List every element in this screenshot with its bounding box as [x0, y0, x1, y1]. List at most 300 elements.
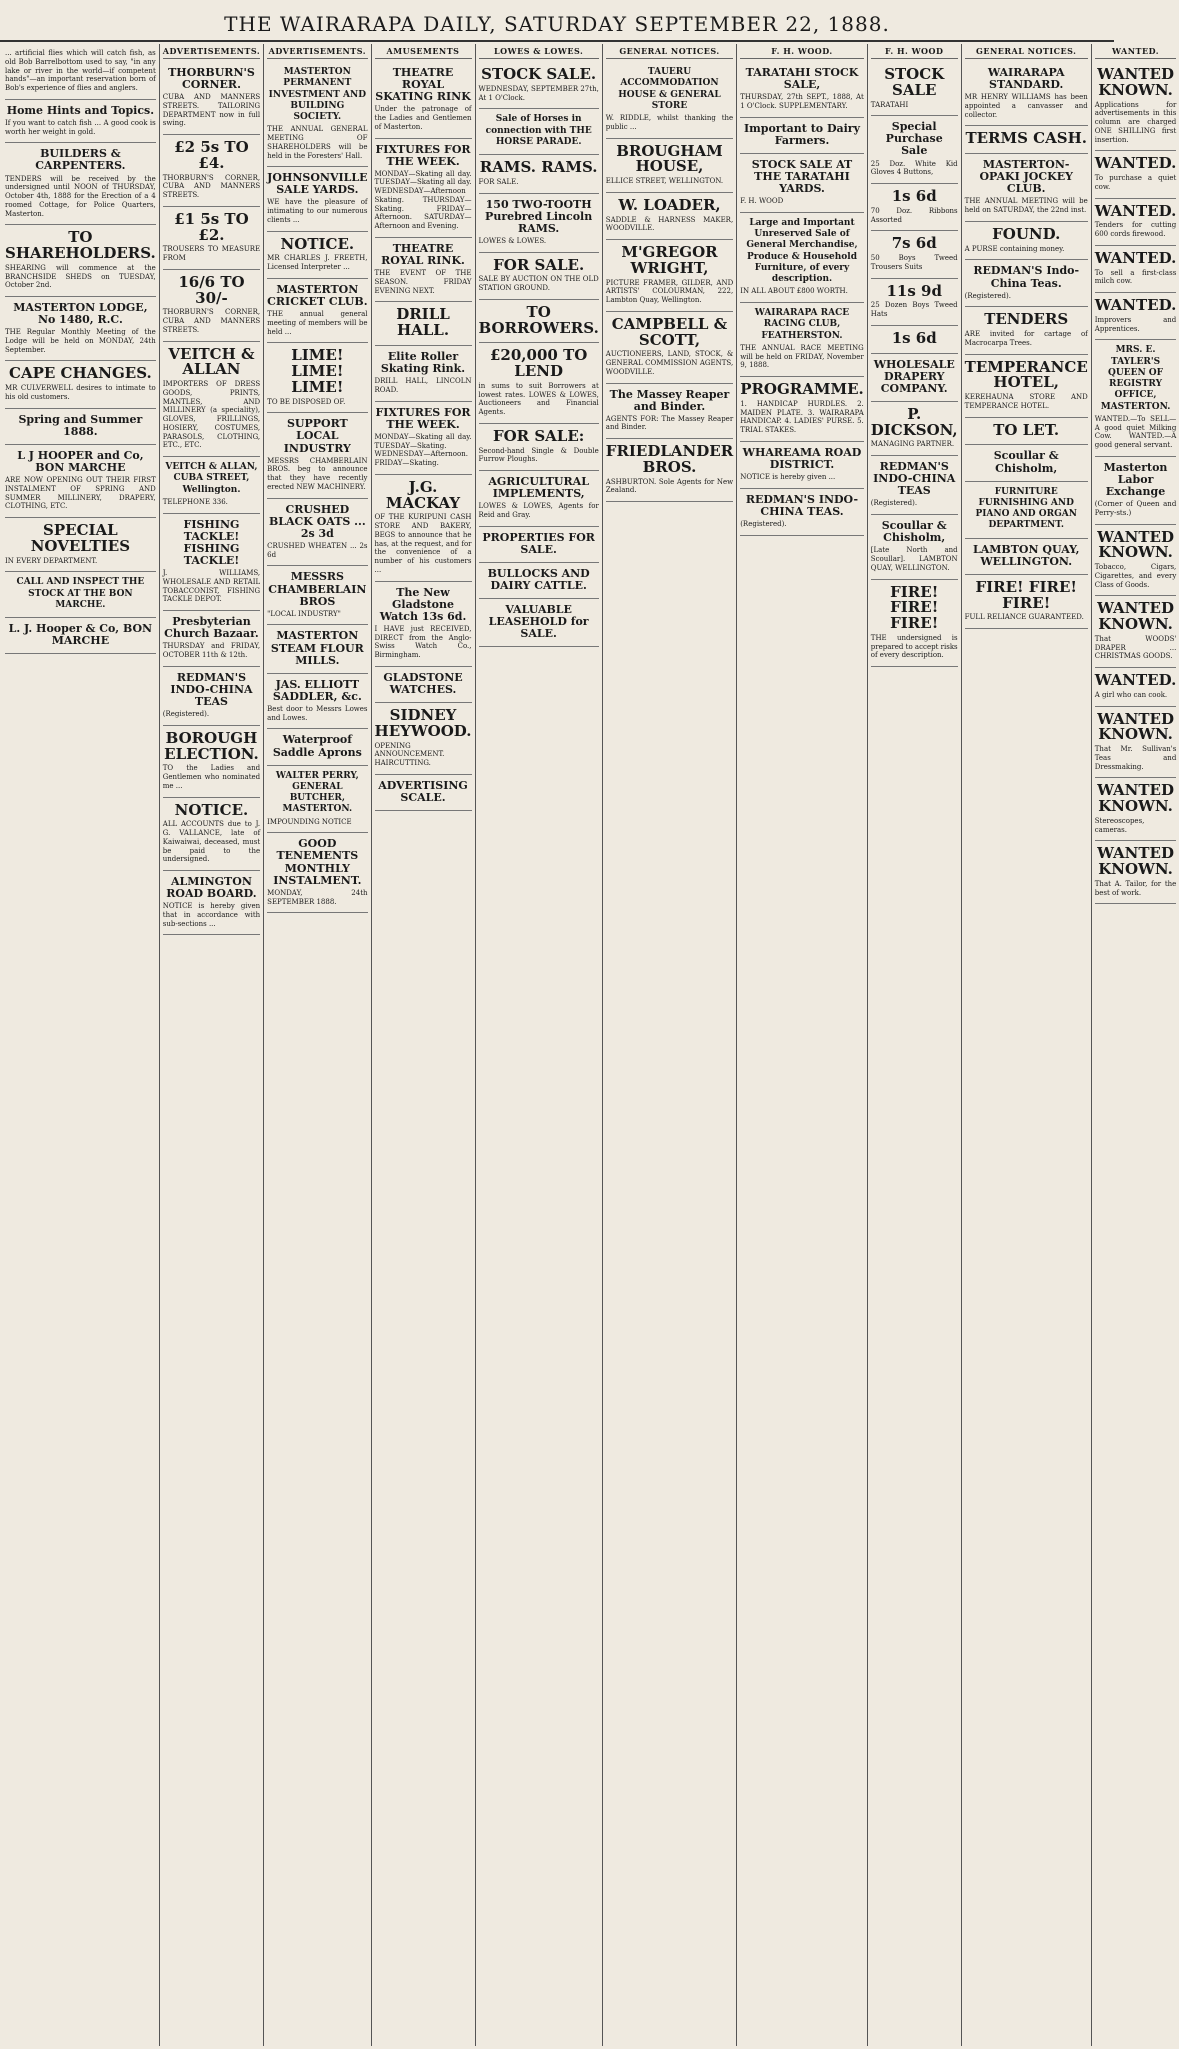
- ad-title: NOTICE.: [280, 234, 355, 253]
- advertisement: [965, 154, 1088, 222]
- ad-title: CRUSHED BLACK OATS ... 2s 3d: [268, 502, 366, 540]
- ad-body: FOR SALE.: [478, 177, 519, 186]
- ad-title: DRILL HALL.: [396, 305, 450, 340]
- column-5: [476, 44, 603, 2046]
- ad-body: (Registered).: [870, 499, 918, 508]
- ad-title: TO BORROWERS.: [478, 302, 599, 337]
- ad-body: 70 Doz. Ribbons Assorted: [870, 206, 958, 224]
- column-6: [603, 44, 737, 2046]
- ad-title: FIXTURES FOR THE WEEK.: [375, 405, 471, 431]
- advertisement: [5, 518, 156, 572]
- advertisement: [267, 62, 367, 167]
- ad-title: WAIRARAPA RACE RACING CLUB, FEATHERSTON.: [754, 308, 850, 341]
- advertisement: [965, 260, 1088, 307]
- ad-title: PROPERTIES FOR SALE.: [482, 530, 595, 556]
- ad-body: THURSDAY, 27th SEPT., 1888, At 1 O'Clock. SUPPLEMENTARY.: [740, 93, 864, 110]
- advertisement: [965, 307, 1088, 354]
- ad-title: TO SHAREHOLDERS.: [5, 228, 156, 263]
- ad-title: W. LOADER,: [618, 195, 721, 214]
- ad-body: TO the Ladies and Gentlemen who nominated me ...: [162, 764, 261, 790]
- ad-title: THEATRE ROYAL SKATING RINK: [375, 66, 471, 104]
- advertisement: [606, 193, 733, 240]
- ad-body: ASHBURTON. Sole Agents for New Zealand.: [605, 477, 734, 495]
- column-heading: AMUSEMENTS: [375, 44, 472, 59]
- ad-body: CRUSHED WHEATEN ... 2s 6d: [267, 541, 368, 559]
- ad-title: FIXTURES FOR THE WEEK.: [375, 142, 471, 168]
- ad-body: OF THE KURIPUNI CASH STORE AND BAKERY, BEGS to announce that he has, at the request, and for the convenience of a number of his customers ...: [374, 513, 472, 574]
- advertisement: [1095, 841, 1177, 904]
- advertisement: [163, 871, 260, 935]
- ad-body: MR CHARLES J. FREETH, Licensed Interpreter ...: [267, 254, 368, 272]
- advertisement: [871, 515, 958, 579]
- advertisement: [5, 143, 156, 225]
- advertisement: [375, 139, 472, 238]
- advertisement: [606, 62, 733, 139]
- column-1: [2, 44, 160, 2046]
- ad-title: SIDNEY HEYWOOD.: [374, 706, 472, 740]
- ad-body: F. H. WOOD: [740, 197, 784, 206]
- ad-title: WANTED KNOWN.: [1097, 527, 1174, 562]
- ad-body: A PURSE containing money.: [964, 244, 1065, 253]
- advertisement: [375, 775, 472, 811]
- advertisement: [479, 253, 599, 300]
- ad-title: Scoullar & Chisholm,: [881, 519, 947, 545]
- advertisement: [163, 270, 260, 342]
- advertisement: [871, 580, 958, 668]
- advertisement: [5, 100, 156, 144]
- ad-title: MASTERTON CRICKET CLUB.: [267, 282, 368, 309]
- ad-body: ALL ACCOUNTS due to J. G. VALLANCE, late of Kaiwaiwai, deceased, must be paid to the undersigned.: [162, 820, 261, 864]
- advertisement: [1095, 778, 1177, 841]
- ad-title: 1s 6d: [891, 328, 937, 347]
- ad-body: That Mr. Sullivan's Teas and Dressmaking.: [1094, 745, 1177, 771]
- ad-title: WALTER PERRY, GENERAL BUTCHER, MASTERTON.: [275, 770, 359, 815]
- ad-body: Best door to Messrs Lowes and Lowes.: [267, 704, 368, 722]
- ad-title: Scoullar & Chisholm,: [993, 449, 1059, 475]
- advertisement: [1095, 246, 1177, 293]
- advertisement: [740, 377, 864, 442]
- ad-body: MESSRS CHAMBERLAIN BROS. beg to announce that they have recently erected NEW MACHINERY.: [267, 456, 368, 491]
- ad-title: TO LET.: [993, 420, 1060, 439]
- ad-body: 50 Boys Tweed Trousers Suits: [870, 254, 958, 271]
- ad-body: Under the patronage of the Ladies and Gentlemen of Masterton.: [374, 105, 472, 131]
- ad-title: BULLOCKS AND DAIRY CATTLE.: [487, 566, 590, 592]
- advertisement: [740, 154, 864, 213]
- ad-body: ELLICE STREET, WELLINGTON.: [605, 177, 724, 185]
- ad-body: J. WILLIAMS, WHOLESALE AND RETAIL TOBACCONIST, FISHING TACKLE DEPOT.: [162, 569, 261, 604]
- ad-title: REDMAN'S INDO-CHINA TEAS: [170, 670, 253, 708]
- ad-body: WE have the pleasure of intimating to our numerous clients ...: [267, 198, 368, 224]
- ad-body: MONDAY—Skating all day. TUESDAY—Skating. WEDNESDAY—Afternoon. FRIDAY—Skating.: [374, 432, 472, 468]
- ad-body: [Late North and Scoullar]. LAMBTON QUAY, WELLINGTON.: [870, 546, 958, 572]
- ad-title: M'GREGOR WRIGHT,: [621, 243, 718, 277]
- ad-title: £1 5s TO £2.: [174, 209, 249, 244]
- ad-body: FULL RELIANCE GUARANTEED.: [964, 613, 1084, 622]
- ad-body: THORBURN'S CORNER, CUBA AND MANNERS STREETS.: [162, 173, 261, 200]
- advertisement: [5, 44, 156, 100]
- ad-title: ALMINGTON ROAD BOARD.: [166, 875, 257, 901]
- ad-title: TAUERU ACCOMMODATION HOUSE & GENERAL STORE: [618, 67, 721, 111]
- ad-title: JAS. ELLIOTT SADDLER, &c.: [272, 677, 362, 703]
- advertisement: [606, 384, 733, 440]
- ad-title: SUPPORT LOCAL INDUSTRY: [283, 417, 351, 455]
- ad-title: £2 5s TO £4.: [174, 138, 249, 172]
- advertisement: [163, 62, 260, 135]
- advertisement: [163, 611, 260, 667]
- ad-title: LIME! LIME! LIME!: [291, 346, 344, 396]
- ad-title: Special Purchase Sale: [885, 120, 943, 158]
- advertisement: [606, 439, 733, 502]
- advertisement: [5, 445, 156, 518]
- ad-title: FOR SALE:: [492, 426, 585, 445]
- ad-title: £20,000 TO LEND: [490, 346, 588, 381]
- advertisement: [375, 346, 472, 402]
- ad-body: TO BE DISPOSED OF.: [267, 397, 346, 406]
- advertisement: [163, 207, 260, 270]
- ad-title: AGRICULTURAL IMPLEMENTS,: [488, 475, 589, 501]
- ad-body: Tobacco, Cigars, Cigarettes, and every Class of Goods.: [1094, 563, 1177, 589]
- advertisement: [5, 409, 156, 445]
- advertisement: [375, 475, 472, 582]
- advertisement: [267, 167, 367, 231]
- ad-body: Improvers and Apprentices.: [1094, 315, 1177, 333]
- advertisement: [965, 482, 1088, 539]
- advertisement: [267, 232, 367, 279]
- ad-body: SHEARING will commence at the BRANCHSIDE SHEDS on TUESDAY, October 2nd.: [5, 263, 156, 290]
- ad-body: THE annual general meeting of members will be held ...: [267, 310, 368, 336]
- advertisement: [479, 471, 599, 527]
- ad-title: The New Gladstone Watch 13s 6d.: [379, 585, 467, 623]
- ad-body: WEDNESDAY, SEPTEMBER 27th, At 1 O'Clock.: [478, 84, 599, 102]
- ad-title: STOCK SALE AT THE TARATAHI YARDS.: [751, 157, 853, 196]
- ad-title: L. J. Hooper & Co, BON MARCHE: [8, 622, 153, 648]
- ad-title: L J HOOPER and Co, BON MARCHE: [17, 448, 144, 474]
- advertisement: [1095, 596, 1177, 668]
- ad-title: J.G. MACKAY: [385, 477, 461, 512]
- advertisement: [1095, 199, 1177, 246]
- advertisement: [267, 413, 367, 498]
- advertisement: [267, 279, 367, 343]
- ad-title: RAMS. RAMS.: [479, 158, 598, 176]
- advertisement: [740, 303, 864, 377]
- ad-title: REDMAN'S INDO-CHINA TEAS.: [745, 492, 859, 518]
- advertisement: [375, 62, 472, 139]
- ad-title: FOUND.: [992, 224, 1061, 243]
- advertisement: [1095, 457, 1177, 525]
- ad-body: WANTED.—To SELL—A good quiet Milking Cow. WANTED.—A good general servant.: [1094, 414, 1177, 449]
- ad-title: VEITCH & ALLAN: [168, 344, 255, 379]
- advertisement: [5, 618, 156, 654]
- ad-title: PROGRAMME.: [740, 380, 864, 399]
- ad-body: NOTICE is hereby given that in accordance with sub-sections ...: [162, 902, 261, 928]
- ad-body: THE ANNUAL RACE MEETING will be held on FRIDAY, November 9, 1888.: [740, 343, 864, 370]
- ad-body: To purchase a quiet cow.: [1094, 174, 1177, 191]
- ad-body: MONDAY—Skating all day. TUESDAY—Skating all day. WEDNESDAY—Afternoon Skating. THURSDAY—Skating. FRIDAY—Afternoon. SATURDAY—Afternoon and Evening.: [374, 169, 472, 231]
- advertisement: [375, 703, 472, 775]
- advertisement: [375, 582, 472, 667]
- ad-title: WANTED.: [1094, 671, 1177, 690]
- column-2: [160, 44, 264, 2046]
- ad-body: ... artificial flies which will catch fish, as old Bob Barrelbottom used to say, "in any lake or river in the world—if competent hands"—an important reservation born of Bob's experience of flies and anglers.: [5, 49, 156, 92]
- ad-body: MR HENRY WILLIAMS has been appointed a canvasser and collector.: [964, 93, 1088, 119]
- advertisement: [740, 442, 864, 489]
- ad-title: WHOLESALE DRAPERY COMPANY.: [873, 357, 955, 395]
- ad-title: VALUABLE LEASEHOLD for SALE.: [488, 603, 589, 641]
- ad-title: The Massey Reaper and Binder.: [609, 387, 730, 413]
- ad-title: WANTED KNOWN.: [1097, 781, 1174, 816]
- advertisement: [163, 667, 260, 726]
- ad-title: Elite Roller Skating Rink.: [380, 349, 466, 375]
- ad-title: BUILDERS & CARPENTERS.: [35, 147, 126, 173]
- ad-body: That A. Tailor, for the best of work.: [1094, 879, 1177, 897]
- advertisement: [267, 833, 367, 913]
- advertisement: [163, 726, 260, 798]
- advertisement: [740, 489, 864, 536]
- ad-title: VEITCH & ALLAN, CUBA STREET, Wellington.: [165, 462, 258, 495]
- ad-body: MR CULVERWELL desires to intimate to his old customers.: [5, 384, 156, 401]
- ad-title: FIRE! FIRE! FIRE!: [975, 577, 1077, 612]
- advertisement: [163, 798, 260, 872]
- advertisement: [163, 135, 260, 207]
- advertisement: [965, 418, 1088, 446]
- ad-title: CAPE CHANGES.: [9, 364, 152, 383]
- column-10: [1092, 44, 1179, 2046]
- advertisement: [5, 361, 156, 408]
- column-heading: ADVERTISEMENTS.: [163, 44, 260, 59]
- advertisement: [1095, 707, 1177, 779]
- ad-title: TARATAHI STOCK SALE,: [745, 66, 859, 92]
- ad-title: Sale of Horses in connection with THE HORSE PARADE.: [485, 114, 592, 147]
- advertisement: [479, 155, 599, 194]
- advertisement: [1095, 293, 1177, 340]
- advertisement: [871, 62, 958, 116]
- advertisement: [606, 312, 733, 384]
- advertisement: [267, 343, 367, 413]
- ad-body: If you want to catch fish ... A good cook is worth her weight in gold.: [5, 118, 156, 136]
- ad-title: LAMBTON QUAY, WELLINGTON.: [972, 542, 1080, 568]
- advertisement: [871, 456, 958, 515]
- ad-title: STOCK SALE.: [481, 65, 597, 83]
- ad-body: THE undersigned is prepared to accept risks of every description.: [870, 633, 958, 660]
- ad-body: Stereoscopes, cameras.: [1094, 816, 1145, 834]
- advertisement: [1095, 151, 1177, 198]
- ad-body: OPENING ANNOUNCEMENT. HAIRCUTTING.: [374, 741, 445, 767]
- ad-title: CALL AND INSPECT THE STOCK AT THE BON MARCHE.: [16, 577, 145, 610]
- ad-title: TEMPERANCE HOTEL,: [964, 357, 1088, 392]
- ad-body: TROUSERS TO MEASURE FROM: [162, 245, 261, 263]
- ad-title: FURNITURE FURNISHING AND PIANO AND ORGAN DEPARTMENT.: [975, 486, 1077, 531]
- ad-title: 1s 6d: [891, 187, 937, 206]
- ad-title: MASTERTON LODGE, No 1480, R.C.: [13, 301, 148, 327]
- ad-title: GLADSTONE WATCHES.: [383, 670, 463, 696]
- ad-title: WANTED.: [1094, 296, 1177, 314]
- ad-body: (Registered).: [964, 291, 1011, 300]
- ad-title: MASTERTON STEAM FLOUR MILLS.: [270, 629, 364, 667]
- ad-title: Spring and Summer 1888.: [18, 412, 143, 438]
- column-3: [264, 44, 371, 2046]
- ad-body: 1. HANDICAP HURDLES. 2. MAIDEN PLATE. 3. WAIRARAPA HANDICAP. 4. LADIES' PURSE. 5. TRIAL STAKES.: [740, 399, 864, 435]
- ad-body: NOTICE is hereby given ...: [740, 473, 836, 482]
- ad-body: THE Regular Monthly Meeting of the Lodge will be held on MONDAY, 24th September.: [5, 328, 156, 354]
- ad-body: (Corner of Queen and Perry-sts.): [1094, 500, 1177, 517]
- ad-title: JOHNSONVILLE SALE YARDS.: [267, 171, 368, 197]
- ad-body: LOWES & LOWES, Agents for Reid and Gray.: [478, 502, 599, 519]
- ad-body: MANAGING PARTNER.: [870, 440, 955, 449]
- ad-body: THE EVENT OF THE SEASON. FRIDAY EVENING NEXT.: [374, 269, 472, 295]
- ad-title: THEATRE ROYAL RINK.: [381, 241, 465, 268]
- ad-body: I HAVE just RECEIVED, DIRECT from the Anglo-Swiss Watch Co., Birmingham.: [374, 624, 472, 660]
- ad-body: TELEPHONE 336.: [162, 497, 228, 506]
- advertisement: [267, 566, 367, 625]
- column-8: [868, 44, 962, 2046]
- ad-body: THURSDAY and FRIDAY, OCTOBER 11th & 12th.: [162, 642, 261, 659]
- ad-title: 16/6 TO 30/-: [178, 272, 245, 307]
- ad-title: WANTED.: [1094, 248, 1177, 267]
- ad-title: STOCK SALE: [884, 65, 945, 99]
- ad-body: IN EVERY DEPARTMENT.: [5, 556, 98, 565]
- ad-body: 25 Doz. White Kid Gloves 4 Buttons,: [870, 159, 958, 177]
- advertisement: [965, 222, 1088, 261]
- ad-body: THE ANNUAL MEETING will be held on SATURDAY, the 22nd inst.: [964, 197, 1088, 215]
- advertisement: [1095, 525, 1177, 597]
- ad-body: 25 Dozen Boys Tweed Hats: [870, 301, 958, 319]
- advertisement: [5, 572, 156, 618]
- advertisement: [871, 184, 958, 231]
- ad-body: SALE BY AUCTION ON THE OLD STATION GROUND.: [478, 275, 599, 293]
- advertisement: [163, 457, 260, 514]
- advertisement: [5, 297, 156, 361]
- column-heading: F. H. WOOD: [871, 44, 958, 59]
- ad-title: REDMAN'S INDO-CHINA TEAS: [873, 460, 956, 498]
- ad-body: To sell a first-class milch cow.: [1094, 268, 1177, 286]
- ad-title: Waterproof Saddle Aprons: [272, 733, 362, 759]
- ad-body: That WOODS' DRAPER ... CHRISTMAS GOODS.: [1094, 634, 1177, 661]
- ad-title: Important to Dairy Farmers.: [743, 121, 860, 147]
- ad-body: TENDERS will be received by the undersigned until NOON of THURSDAY, October 4th, 1888 for the Erection of a 4 roomed Cottage, for Police Quarters, Masterton.: [5, 174, 156, 218]
- advertisement: [740, 213, 864, 303]
- ad-body: IN ALL ABOUT £800 WORTH.: [740, 287, 848, 296]
- ad-body: PICTURE FRAMER, GILDER, AND ARTISTS' COLOURMAN, 222, Lambton Quay, Wellington.: [605, 278, 734, 304]
- ad-title: ADVERTISING SCALE.: [378, 778, 468, 804]
- ad-body: CUBA AND MANNERS STREETS. TAILORING DEPARTMENT now in full swing.: [162, 93, 261, 128]
- ad-body: Tenders for cutting 600 cords firewood.: [1094, 221, 1177, 238]
- advertisement: [375, 667, 472, 703]
- ad-body: IMPORTERS OF DRESS GOODS, PRINTS, MANTLES, AND MILLINERY (a speciality), GLOVES, FRILLINGS, HOSIERY, COSTUMES, PARASOLS, CLOTHING, ETC., ETC.: [162, 380, 261, 450]
- advertisement: [479, 109, 599, 155]
- ad-body: SADDLE & HARNESS MAKER, WOODVILLE.: [605, 215, 734, 233]
- advertisement: [479, 599, 599, 647]
- advertisement: [1095, 340, 1177, 457]
- ad-body: IMPOUNDING NOTICE: [267, 817, 352, 826]
- ad-body: A girl who can cook.: [1094, 690, 1168, 699]
- advertisement: [871, 116, 958, 184]
- advertisement: [740, 118, 864, 154]
- advertisement: [479, 527, 599, 563]
- ad-title: CAMPBELL & SCOTT,: [611, 314, 728, 349]
- ad-title: WANTED KNOWN.: [1097, 709, 1174, 744]
- ad-title: 11s 9d: [886, 281, 942, 300]
- ad-title: BOROUGH ELECTION.: [164, 728, 259, 763]
- ad-title: TENDERS: [984, 310, 1069, 329]
- advertisement: [479, 62, 599, 109]
- advertisement: [163, 342, 260, 458]
- ad-body: AGENTS FOR: The Massey Reaper and Binder.: [605, 414, 734, 432]
- advertisement: [606, 139, 733, 193]
- advertisement: [375, 402, 472, 475]
- ad-title: P. DICKSON,: [870, 404, 958, 439]
- advertisement: [163, 514, 260, 611]
- ad-title: FIRE! FIRE! FIRE!: [890, 582, 939, 633]
- advertisement: [479, 424, 599, 471]
- ad-title: WANTED.: [1094, 154, 1177, 173]
- advertisement: [606, 240, 733, 312]
- advertisement: [479, 300, 599, 344]
- ad-title: WANTED KNOWN.: [1097, 599, 1174, 634]
- advertisement: [5, 225, 156, 297]
- ad-title: MASTERTON PERMANENT INVESTMENT AND BUILDING SOCIETY.: [268, 67, 367, 122]
- ad-title: FOR SALE.: [493, 255, 585, 274]
- ad-title: WANTED.: [1094, 201, 1177, 220]
- advertisement: [375, 238, 472, 302]
- column-heading: GENERAL NOTICES.: [965, 44, 1088, 59]
- advertisement: [871, 231, 958, 278]
- ad-title: 150 TWO-TOOTH Purebred Lincoln RAMS.: [485, 197, 593, 235]
- column-heading: ADVERTISEMENTS.: [267, 44, 367, 59]
- advertisement: [965, 575, 1088, 629]
- ad-body: AUCTIONEERS, LAND, STOCK, & GENERAL COMMISSION AGENTS, WOODVILLE.: [605, 350, 734, 376]
- columns-grid: [2, 44, 1177, 2046]
- advertisement: [871, 354, 958, 402]
- ad-body: W. RIDDLE, whilst thanking the public ...: [605, 114, 734, 131]
- column-heading: GENERAL NOTICES.: [606, 44, 733, 59]
- ad-title: WHAREAMA ROAD DISTRICT.: [742, 445, 862, 471]
- ad-title: THORBURN'S CORNER.: [168, 66, 255, 92]
- ad-title: FRIEDLANDER BROS.: [605, 442, 734, 476]
- advertisement: [267, 499, 367, 567]
- ad-body: LOWES & LOWES.: [478, 236, 547, 245]
- ad-title: WANTED KNOWN.: [1097, 844, 1174, 879]
- masthead-title: THE WAIRARAPA DAILY, SATURDAY SEPTEMBER 22, 1888.: [224, 12, 890, 36]
- column-heading: F. H. WOOD.: [740, 44, 864, 59]
- ad-title: Large and Important Unreserved Sale of General Merchandise, Produce & Household Furniture, of every description.: [746, 217, 858, 285]
- ad-title: TERMS CASH.: [965, 129, 1087, 148]
- advertisement: [965, 62, 1088, 126]
- ad-body: THE ANNUAL GENERAL MEETING OF SHAREHOLDERS will be held in the Foresters' Hall.: [267, 125, 368, 160]
- ad-title: Home Hints and Topics.: [6, 103, 155, 117]
- advertisement: [267, 729, 367, 765]
- advertisement: [479, 194, 599, 253]
- advertisement: [871, 326, 958, 354]
- ad-title: FISHING TACKLE! FISHING TACKLE!: [183, 517, 240, 567]
- ad-title: MASTERTON-OPAKI JOCKEY CLUB.: [979, 158, 1073, 196]
- ad-title: WANTED KNOWN.: [1097, 65, 1174, 99]
- advertisement: [965, 539, 1088, 575]
- ad-body: DRILL HALL, LINCOLN ROAD.: [374, 377, 472, 394]
- ad-body: KEREHAUNA STORE AND TEMPERANCE HOTEL.: [964, 393, 1088, 410]
- column-heading: LOWES & LOWES.: [479, 44, 599, 59]
- ad-body: "LOCAL INDUSTRY": [267, 609, 341, 618]
- advertisement: [375, 302, 472, 346]
- ad-body: ARE NOW OPENING OUT THEIR FIRST INSTALMENT OF SPRING AND SUMMER MILLINERY, DRAPERY, CLOTHING, ETC.: [5, 476, 156, 511]
- ad-body: in sums to suit Borrowers at lowest rates. LOWES & LOWES, Auctioneers and Financial Agents.: [478, 381, 599, 417]
- ad-title: NOTICE.: [174, 800, 249, 819]
- advertisement: [965, 445, 1088, 481]
- ad-body: TARATAHI: [870, 100, 909, 109]
- advertisement: [740, 62, 864, 118]
- advertisement: [267, 625, 367, 673]
- advertisement: [965, 355, 1088, 418]
- column-4: [372, 44, 476, 2046]
